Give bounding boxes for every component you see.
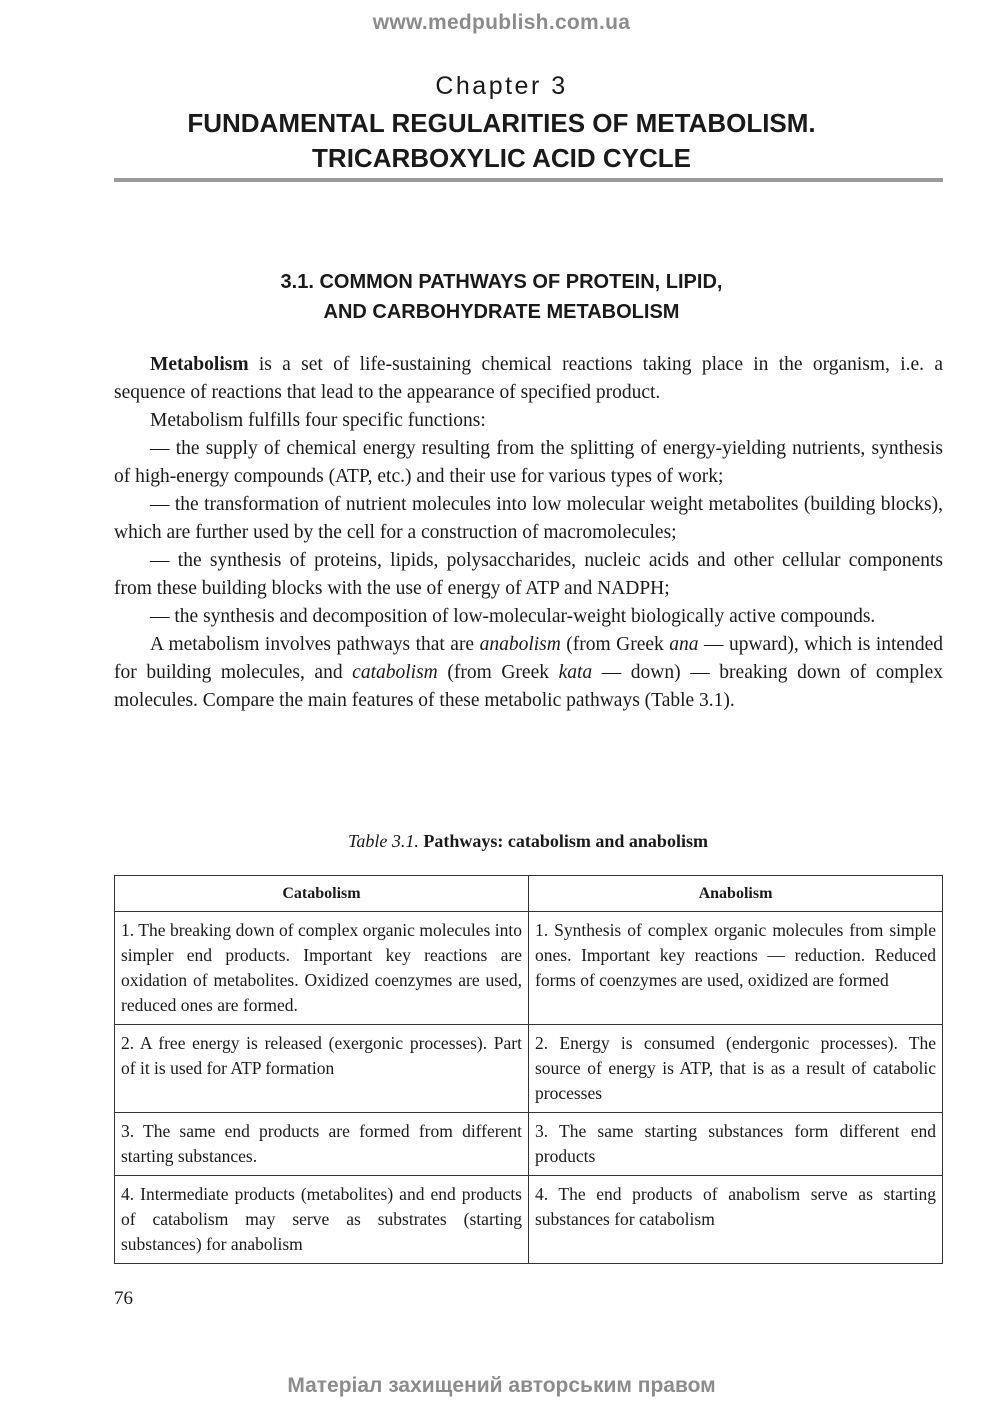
- paragraph-6: — the synthesis and decomposition of low-molecular-weight biologically active compounds.: [150, 606, 876, 627]
- table-caption: [0, 831, 1003, 852]
- paragraph-4: — the transformation of nutrient molecules into low molecular weight metabolites (building blocks), which are further used by the cell for a construction of macromolecules;: [114, 494, 943, 543]
- table-caption-title: Pathways: catabolism and anabolism: [423, 831, 708, 851]
- paragraph-5: — the synthesis of proteins, lipids, polysaccharides, nucleic acids and other cellular components from these building blocks with the use of energy of ATP and NADPH;: [114, 550, 943, 599]
- watermark-top: www.medpublish.com.ua: [372, 11, 631, 34]
- paragraph-2: Metabolism fulfills four specific functions:: [150, 410, 486, 431]
- table-row: [115, 1113, 943, 1176]
- table-cell: 4. The end products of anabolism serve as starting substances for catabolism: [529, 1176, 943, 1264]
- paragraph-1-text: is a set of life-sustaining chemical reactions taking place in the organism, i.e. a sequence of reactions that lead to the appearance of specified product.: [114, 354, 943, 403]
- watermark-bottom: Матеріал захищений авторським правом: [287, 1374, 716, 1397]
- chapter-label: Chapter 3: [435, 72, 568, 100]
- table-cell: 2. A free energy is released (exergonic processes). Part of it is used for ATP formation: [115, 1025, 529, 1113]
- table-row: [115, 1025, 943, 1113]
- paragraph-3: — the supply of chemical energy resulting from the splitting of energy-yielding nutrients, synthesis of high-energy compounds (ATP, etc.) and their use for various types of work;: [114, 438, 943, 487]
- term-anabolism: anabolism: [479, 634, 561, 655]
- paragraph-7-part-3: — upward), which is intended for building molecules, and: [114, 634, 943, 683]
- table-cell: 3. The same starting substances form different end products: [529, 1113, 943, 1176]
- table-cell: 4. Intermediate products (metabolites) and end products of catabolism may serve as substrates (starting substances) for anabolism: [115, 1176, 529, 1264]
- term-catabolism: catabolism: [352, 662, 438, 683]
- paragraph-7-part-4: (from Greek: [437, 662, 559, 683]
- header-anabolism: Anabolism: [529, 876, 943, 912]
- paragraph-7-part-2: (from Greek: [560, 634, 670, 655]
- chapter-title-line-1: FUNDAMENTAL REGULARITIES OF METABOLISM.: [187, 108, 816, 138]
- table-cell: 1. Synthesis of complex organic molecules from simple ones. Important key reactions — reduction. Reduced forms of coenzymes are used, oxidized are formed: [529, 912, 943, 1025]
- paragraph-1: [114, 351, 943, 407]
- table-row: [115, 912, 943, 1025]
- header-catabolism: Catabolism: [115, 876, 529, 912]
- chapter-divider: [114, 178, 943, 182]
- table-cell: 1. The breaking down of complex organic molecules into simpler end products. Important key reactions are oxidation of metabolites. Oxidized coenzymes are used, reduced ones are formed.: [115, 912, 529, 1025]
- term-metabolism: Metabolism: [150, 354, 249, 375]
- chapter-title-line-2: TRICARBOXYLIC ACID CYCLE: [312, 143, 691, 173]
- paragraph-7-part-1: A metabolism involves pathways that are: [150, 634, 480, 655]
- body-text: [114, 351, 943, 715]
- table-cell: 2. Energy is consumed (endergonic processes). The source of energy is ATP, that is as a result of catabolic processes: [529, 1025, 943, 1113]
- table-header-row: [115, 876, 943, 912]
- section-heading-line-2: AND CARBOHYDRATE METABOLISM: [323, 301, 680, 323]
- paragraph-7-part-5: — down) — breaking down of complex molecules. Compare the main features of these metabolic pathways (Table 3.1).: [114, 662, 943, 711]
- page-number: 76: [114, 1288, 133, 1309]
- section-heading-line-1: 3.1. COMMON PATHWAYS OF PROTEIN, LIPID,: [280, 271, 723, 293]
- table-caption-label: Table 3.1.: [348, 831, 419, 851]
- paragraph-7: [114, 631, 943, 715]
- table-row: [115, 1176, 943, 1264]
- section-heading: [0, 267, 1003, 327]
- term-kata: kata: [558, 662, 593, 683]
- term-ana: ana: [669, 634, 699, 655]
- comparison-table: [114, 875, 943, 1264]
- table-cell: 3. The same end products are formed from different starting substances.: [115, 1113, 529, 1176]
- chapter-title: [0, 106, 1003, 176]
